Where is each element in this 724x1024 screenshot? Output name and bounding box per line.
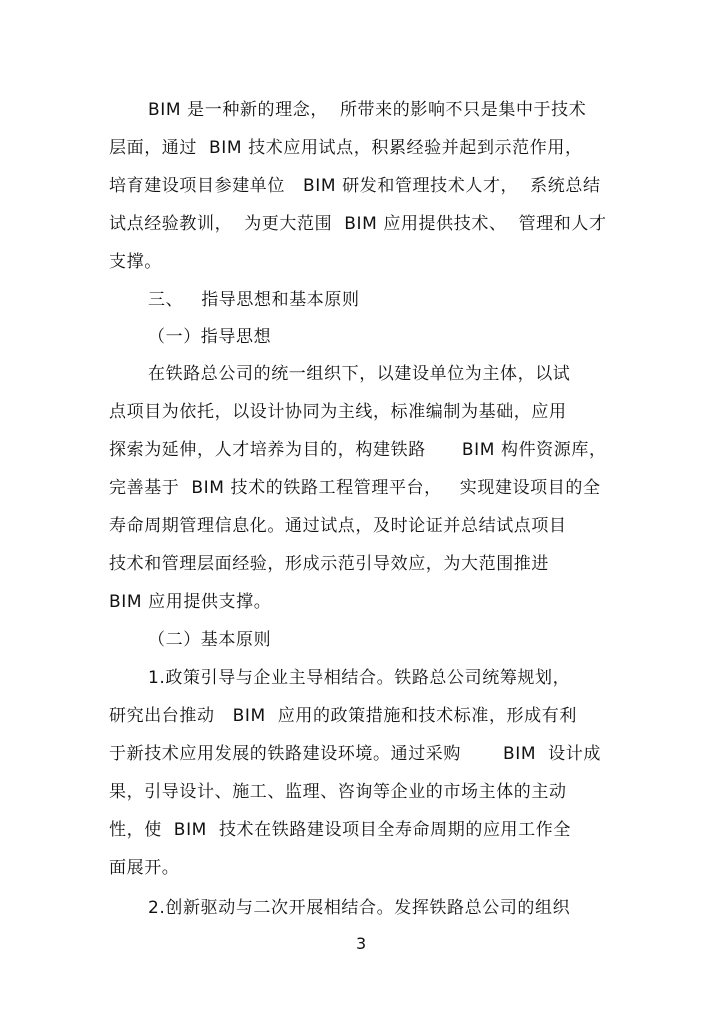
- section-heading-guiding-principles: 三、 指导思想和基本原则: [148, 290, 360, 310]
- principle-one-line-1: 1.政策引导与企业主导相结合。铁路总公司统筹规划，: [148, 668, 571, 688]
- paragraph-ideology-line-1: 在铁路总公司的统一组织下，以建设单位为主体，以试: [148, 364, 571, 384]
- paragraph-bim-line-5: 支撑。: [109, 252, 162, 272]
- paragraph-bim-line-4: 试点经验教训， 为更大范围 BIM 应用提供技术、 管理和人才: [109, 214, 607, 234]
- principle-one-line-3: 于新技术应用发展的铁路建设环境。通过采购 BIM 设计成: [109, 744, 601, 764]
- subheading-guiding-ideology: （一）指导思想: [148, 327, 272, 347]
- paragraph-ideology-line-6: 技术和管理层面经验，形成示范引导效应，为大范围推进: [109, 554, 549, 574]
- principle-one-line-6: 面展开。: [109, 858, 180, 878]
- principle-one-line-2: 研究出台推动 BIM 应用的政策措施和技术标准，形成有利: [109, 706, 577, 726]
- paragraph-ideology-line-5: 寿命周期管理信息化。通过试点，及时论证并总结试点项目: [109, 516, 567, 536]
- paragraph-ideology-line-7: BIM 应用提供支撑。: [109, 592, 272, 612]
- principle-two-line-1: 2.创新驱动与二次开展相结合。发挥铁路总公司的组织: [148, 898, 571, 918]
- principle-one-line-4: 果，引导设计、施工、监理、咨询等企业的市场主体的主动: [109, 782, 567, 802]
- principle-one-line-5: 性，使 BIM 技术在铁路建设项目全寿命周期的应用工作全: [109, 820, 571, 840]
- paragraph-bim-line-3: 培育建设项目参建单位 BIM 研发和管理技术人才， 系统总结: [109, 176, 601, 196]
- page-number: 3: [356, 934, 367, 953]
- paragraph-ideology-line-4: 完善基于 BIM 技术的铁路工程管理平台， 实现建设项目的全: [109, 478, 601, 498]
- paragraph-ideology-line-3: 探索为延伸，人才培养为目的，构建铁路 BIM 构件资源库，: [109, 440, 607, 460]
- subheading-basic-principles: （二）基本原则: [148, 630, 272, 650]
- paragraph-bim-line-1: BIM 是一种新的理念， 所带来的影响不只是集中于技术: [148, 100, 587, 120]
- paragraph-ideology-line-2: 点项目为依托，以设计协同为主线，标准编制为基础，应用: [109, 402, 567, 422]
- paragraph-bim-line-2: 层面，通过 BIM 技术应用试点，积累经验并起到示范作用，: [109, 138, 583, 158]
